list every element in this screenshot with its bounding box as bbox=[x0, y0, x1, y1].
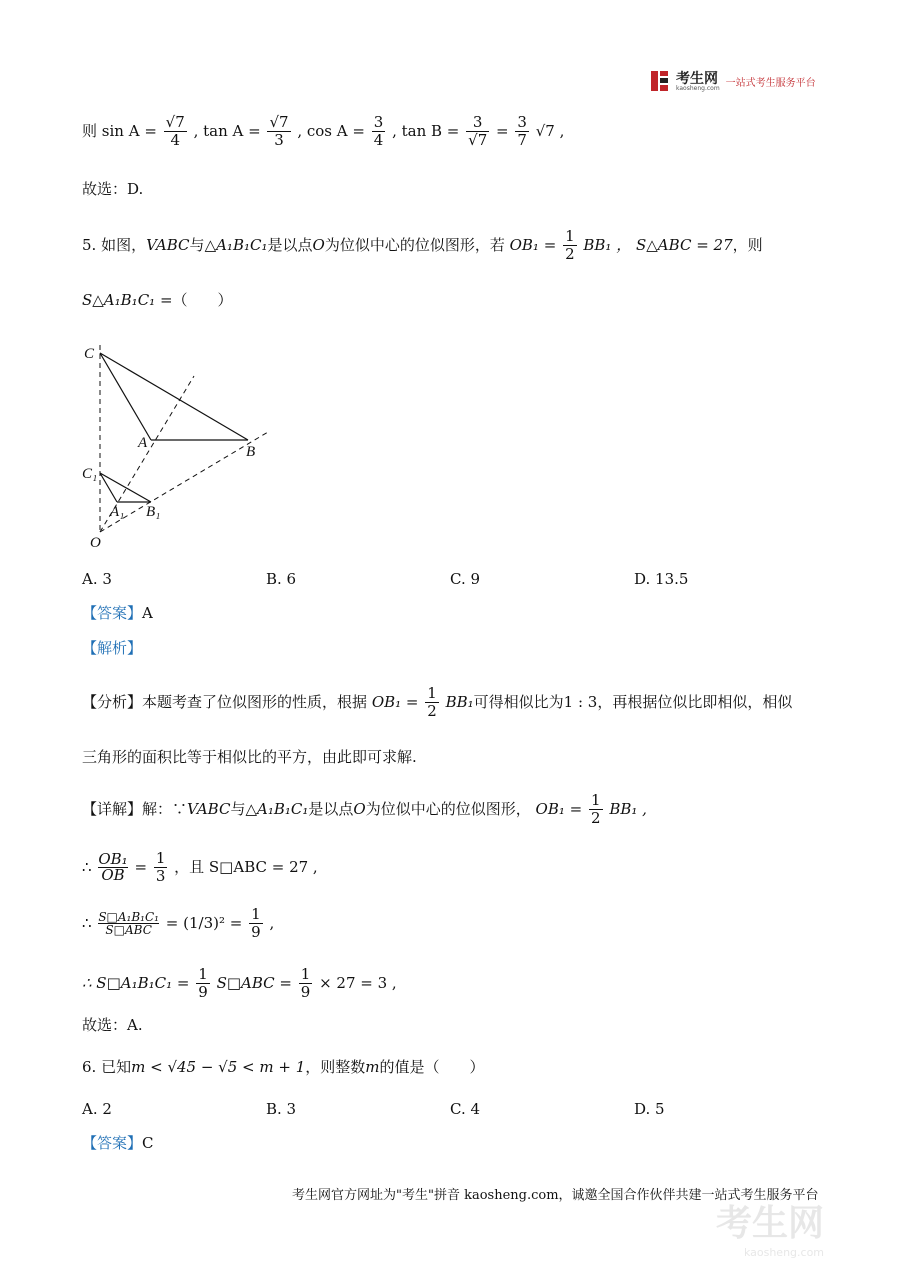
q6-option-b: B. 3 bbox=[266, 1100, 297, 1118]
label-O: O bbox=[90, 535, 101, 551]
fraction: $\frac{3}{7}$ bbox=[517, 113, 527, 150]
answer-tag: 【答案】 bbox=[82, 1134, 143, 1152]
option-c: C. 9 bbox=[450, 570, 481, 588]
fraction: $\frac{\text{OB₁}}{OB}$ bbox=[98, 850, 128, 885]
fraction: $\frac{1}{2}$ bbox=[590, 791, 601, 828]
q6-option-c: C. 4 bbox=[450, 1100, 481, 1118]
logo-name: 考生网 bbox=[676, 70, 718, 87]
question-5-target: S△A₁B₁C₁ =（ ） bbox=[82, 291, 233, 309]
fraction: $\frac{√7}{4}$ bbox=[165, 113, 185, 150]
fraction: $\frac{3}{4}$ bbox=[373, 113, 384, 150]
segment-CB bbox=[100, 353, 248, 440]
segment-CA bbox=[100, 353, 151, 440]
detail-line-1: 【详解】解：∵VABC与△A₁B₁C₁是以点O为位似中心的位似图形， OB₁ = $\frac{1}{2}$ BB₁ , bbox=[82, 791, 647, 828]
fraction: $\frac{\text{S□A₁B₁C₁}}{\text{S□ABC}}$ bbox=[98, 910, 159, 938]
logo-slogan: 一站式考生服务平台 bbox=[725, 77, 816, 89]
label-B: B bbox=[246, 444, 256, 460]
fraction: $\frac{1}{9}$ bbox=[251, 905, 261, 942]
detail-step-1: ∴ $\frac{\text{OB₁}}{OB}$ = $\frac{1}{3}$ ，且 S□ABC = 27 , bbox=[82, 849, 318, 886]
fraction: $\frac{1}{2}$ bbox=[565, 227, 575, 264]
footer-text: 考生网官方网址为"考生"拼音 kaosheng.com，诚邀全国合作伙伴共建一站式考生服务平台 bbox=[292, 1188, 819, 1203]
detail-step-2: ∴ $\frac{\text{S□A₁B₁C₁}}{\text{S□ABC}}$ = (1/3)² = $\frac{1}{9}$ , bbox=[82, 905, 275, 942]
answer-tag: 【答案】 bbox=[82, 604, 143, 622]
dashed-line-OB bbox=[100, 432, 268, 532]
watermark-text: 考生网 bbox=[716, 1203, 825, 1244]
q6-option-a: A. 2 bbox=[82, 1100, 112, 1118]
fraction: $\frac{3}{√7}$ bbox=[468, 113, 488, 150]
homothety-figure bbox=[78, 340, 278, 555]
label-A: A bbox=[138, 435, 148, 451]
choose-a: 故选：A. bbox=[82, 1016, 143, 1034]
kaosheng-logo-icon bbox=[650, 70, 670, 92]
option-b: B. 6 bbox=[266, 570, 297, 588]
segment-C1B1 bbox=[100, 473, 151, 502]
fraction: $\frac{1}{2}$ bbox=[427, 684, 437, 721]
analysis-tag: 【解析】 bbox=[82, 639, 143, 657]
header-logo bbox=[650, 70, 816, 92]
watermark bbox=[716, 1195, 824, 1259]
label-C1: C₁ bbox=[82, 466, 98, 482]
q6-option-d: D. 5 bbox=[634, 1100, 665, 1118]
option-a: A. 3 bbox=[82, 570, 112, 588]
fraction: $\frac{1}{3}$ bbox=[155, 849, 166, 886]
answer-6: 【答案】C bbox=[82, 1134, 154, 1152]
watermark-url: kaosheng.com bbox=[743, 1246, 825, 1259]
question-6: 6. 已知m < √45 − √5 < m + 1，则整数m的值是（ ） bbox=[82, 1058, 485, 1076]
analysis-line-2: 三角形的面积比等于相似比的平方，由此即可求解. bbox=[82, 748, 417, 766]
analysis-line-1: 【分析】本题考查了位似图形的性质，根据 OB₁ = $\frac{1}{2}$ BB₁可得相似比为1 : 3，再根据位似比即相似，相似 bbox=[82, 684, 793, 721]
fraction: $\frac{√7}{3}$ bbox=[269, 113, 289, 150]
label-C: C bbox=[84, 346, 95, 362]
label-A1: A₁ bbox=[110, 504, 125, 520]
fraction: $\frac{1}{9}$ bbox=[300, 965, 311, 1002]
label-B1: B₁ bbox=[146, 504, 161, 520]
trig-result-line: 则 sin A = $\frac{√7}{4}$ , tan A = $\frac{√7}{3}$ , cos A = $\frac{3}{4}$ , tan B = $\frac{3}{√7}$ = $\frac{3}{7}$ √7 , bbox=[82, 113, 565, 150]
answer-5: 【答案】A bbox=[82, 604, 153, 622]
question-5: 5. 如图，VABC与△A₁B₁C₁是以点O为位似中心的位似图形，若 OB₁ = $\frac{1}{2}$ BB₁ ， S△ABC = 27，则 bbox=[82, 227, 763, 264]
detail-step-3: ∴ S□A₁B₁C₁ = $\frac{1}{9}$ S□ABC = $\frac{1}{9}$ × 27 = 3 , bbox=[82, 965, 397, 1002]
logo-url: kaosheng.com bbox=[676, 84, 720, 92]
option-d: D. 13.5 bbox=[634, 570, 689, 588]
fraction: $\frac{1}{9}$ bbox=[198, 965, 208, 1002]
choose-d: 故选：D. bbox=[82, 180, 144, 198]
